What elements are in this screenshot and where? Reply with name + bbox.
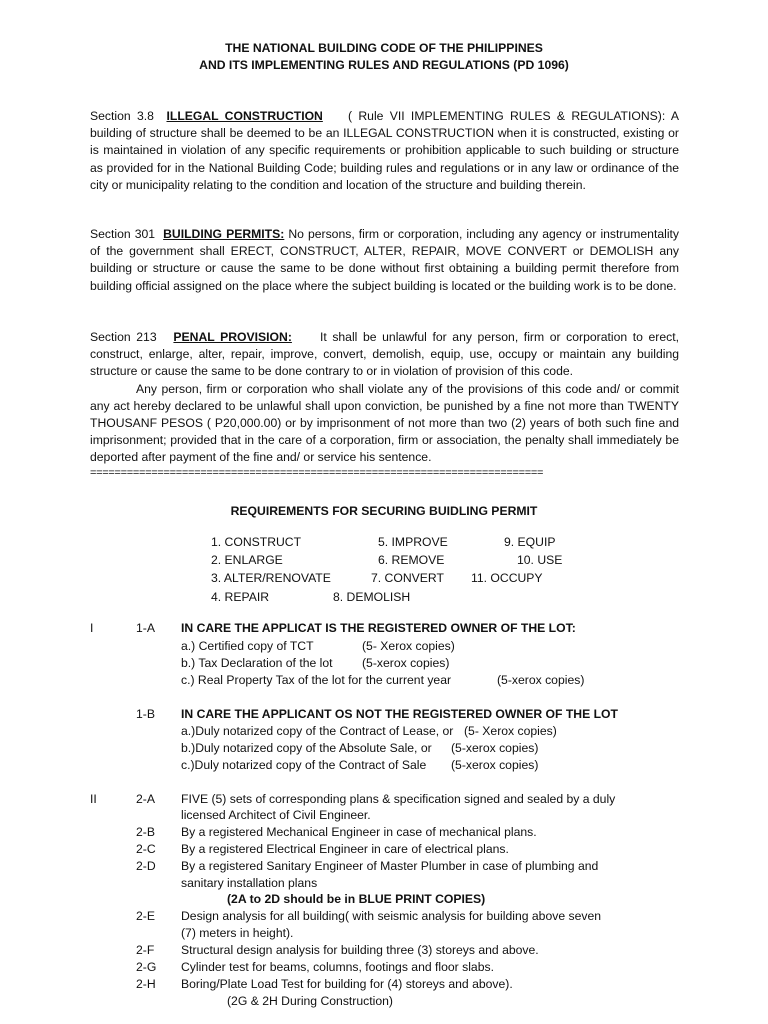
section-body: It shall be unlawful for any person, firm or corporation to erect, construct, enlarge, alter, repair, improve, convert, demolish, equip, use, occupy or maintain any building structure or cause the same to be done contrary to or in violation of provision of this code. bbox=[90, 330, 679, 379]
doc-item: a.)Duly notarized copy of the Contract of Lease, or bbox=[181, 724, 454, 738]
doc-item: b.)Duly notarized copy of the Absolute Sale, or bbox=[181, 741, 432, 755]
section-body-2: Any person, firm or corporation who shall violate any of the provisions of this code and/ or commit any act hereby declared to be unlawful shall upon conviction, be punished by a fine not more than TWENTY THOUSANF PESOS ( P20,000.00) or by imprisonment of not more than two (2) years of both such fine and imprisonment; provided that in the care of a corporation, firm or association, the penalty shall immediately be deported after payment of the fine and/ or service his sentence. bbox=[90, 381, 679, 465]
item-text: By a registered Electrical Engineer in care of electrical plans. bbox=[181, 842, 509, 856]
item-code: 2-F bbox=[136, 943, 155, 957]
copies-note: (5- Xerox copies) bbox=[362, 639, 455, 653]
item-text: By a registered Mechanical Engineer in case of mechanical plans. bbox=[181, 825, 537, 839]
copies-note: (5-xerox copies) bbox=[451, 758, 539, 772]
action-item: 11. OCCUPY bbox=[471, 571, 543, 585]
item-code: 1-A bbox=[136, 621, 155, 635]
item-code: 2-B bbox=[136, 825, 155, 839]
action-item: 8. DEMOLISH bbox=[333, 590, 411, 604]
section-heading: PENAL PROVISION: bbox=[173, 330, 292, 344]
section-body: ( Rule VII IMPLEMENTING RULES & REGULATIONS): A building of structure shall be deemed to be an ILLEGAL CONSTRUCTION when it is constructed, existing or is maintained in violation of any specific requirements or prohibition applicable to such building or structure as provided for in the National Building Code; building rules and regulations or in any law or ordinance of the city or municipality relating to the condition and location of the structure and building therein. bbox=[90, 109, 679, 192]
item-text: Cylinder test for beams, columns, footings and floor slabs. bbox=[181, 960, 494, 974]
construction-note: (2G & 2H During Construction) bbox=[227, 994, 393, 1008]
section-213 bbox=[90, 329, 679, 467]
item-code: 2-D bbox=[136, 859, 156, 873]
action-item: 7. CONVERT bbox=[371, 571, 444, 585]
copies-note: (5-xerox copies) bbox=[362, 656, 450, 670]
item-text: licensed Architect of Civil Engineer. bbox=[181, 808, 371, 822]
doc-item: b.) Tax Declaration of the lot bbox=[181, 656, 333, 670]
requirements-title: REQUIREMENTS FOR SECURING BUIDLING PERMIT bbox=[230, 504, 538, 518]
item-text: sanitary installation plans bbox=[181, 876, 318, 890]
doc-item: c.)Duly notarized copy of the Contract of Sale bbox=[181, 758, 427, 772]
item-heading: IN CARE THE APPLICAT IS THE REGISTERED OWNER OF THE LOT: bbox=[181, 621, 576, 635]
item-code: 1-B bbox=[136, 707, 155, 721]
copies-note: (5- Xerox copies) bbox=[464, 724, 557, 738]
section-heading: BUILDING PERMITS: bbox=[163, 227, 285, 241]
item-text: By a registered Sanitary Engineer of Master Plumber in case of plumbing and bbox=[181, 859, 599, 873]
item-code: 2-H bbox=[136, 977, 156, 991]
item-text: Design analysis for all building( with seismic analysis for building above seven bbox=[181, 909, 601, 923]
group-roman: I bbox=[90, 621, 94, 635]
separator-line: ========================================================================== bbox=[90, 467, 544, 479]
doc-item: a.) Certified copy of TCT bbox=[181, 639, 314, 653]
group-roman: II bbox=[90, 792, 97, 806]
section-heading: ILLEGAL CONSTRUCTION bbox=[166, 109, 323, 123]
section-label: Section 301 bbox=[90, 227, 156, 241]
doc-title-line1: THE NATIONAL BUILDING CODE OF THE PHILIPPINES bbox=[225, 41, 543, 55]
section-301 bbox=[90, 226, 679, 295]
item-code: 2-C bbox=[136, 842, 156, 856]
action-item: 2. ENLARGE bbox=[211, 553, 283, 567]
action-item: 1. CONSTRUCT bbox=[211, 535, 302, 549]
item-text: Boring/Plate Load Test for building for (4) storeys and above). bbox=[181, 977, 513, 991]
section-3-8 bbox=[90, 108, 679, 194]
item-heading: IN CARE THE APPLICANT OS NOT THE REGISTERED OWNER OF THE LOT bbox=[181, 707, 618, 721]
action-item: 3. ALTER/RENOVATE bbox=[211, 571, 331, 585]
item-text: Structural design analysis for building three (3) storeys and above. bbox=[181, 943, 539, 957]
doc-title-line2: AND ITS IMPLEMENTING RULES AND REGULATIONS (PD 1096) bbox=[199, 58, 569, 72]
item-code: 2-A bbox=[136, 792, 155, 806]
action-item: 9. EQUIP bbox=[504, 535, 556, 549]
item-text: (7) meters in height). bbox=[181, 926, 294, 940]
action-item: 10. USE bbox=[517, 553, 563, 567]
blueprint-note: (2A to 2D should be in BLUE PRINT COPIES) bbox=[227, 892, 486, 906]
item-text: FIVE (5) sets of corresponding plans & specification signed and sealed by a duly bbox=[181, 792, 616, 806]
action-item: 5. IMPROVE bbox=[378, 535, 448, 549]
section-label: Section 3.8 bbox=[90, 109, 154, 123]
section-body: No persons, firm or corporation, including any agency or instrumentality of the government shall ERECT, CONSTRUCT, ALTER, REPAIR, MOVE CONVERT or DEMOLISH any building or structure or cause the same to be done without first obtaining a building permit therefore from building official assigned on the place where the subject building is located or the building work is to be done. bbox=[90, 227, 680, 293]
copies-note: (5-xerox copies) bbox=[451, 741, 539, 755]
item-code: 2-G bbox=[136, 960, 157, 974]
doc-item: c.) Real Property Tax of the lot for the current year bbox=[181, 673, 452, 687]
item-code: 2-E bbox=[136, 909, 155, 923]
action-item: 6. REMOVE bbox=[378, 553, 445, 567]
section-label: Section 213 bbox=[90, 330, 157, 344]
action-item: 4. REPAIR bbox=[211, 590, 270, 604]
copies-note: (5-xerox copies) bbox=[497, 673, 585, 687]
